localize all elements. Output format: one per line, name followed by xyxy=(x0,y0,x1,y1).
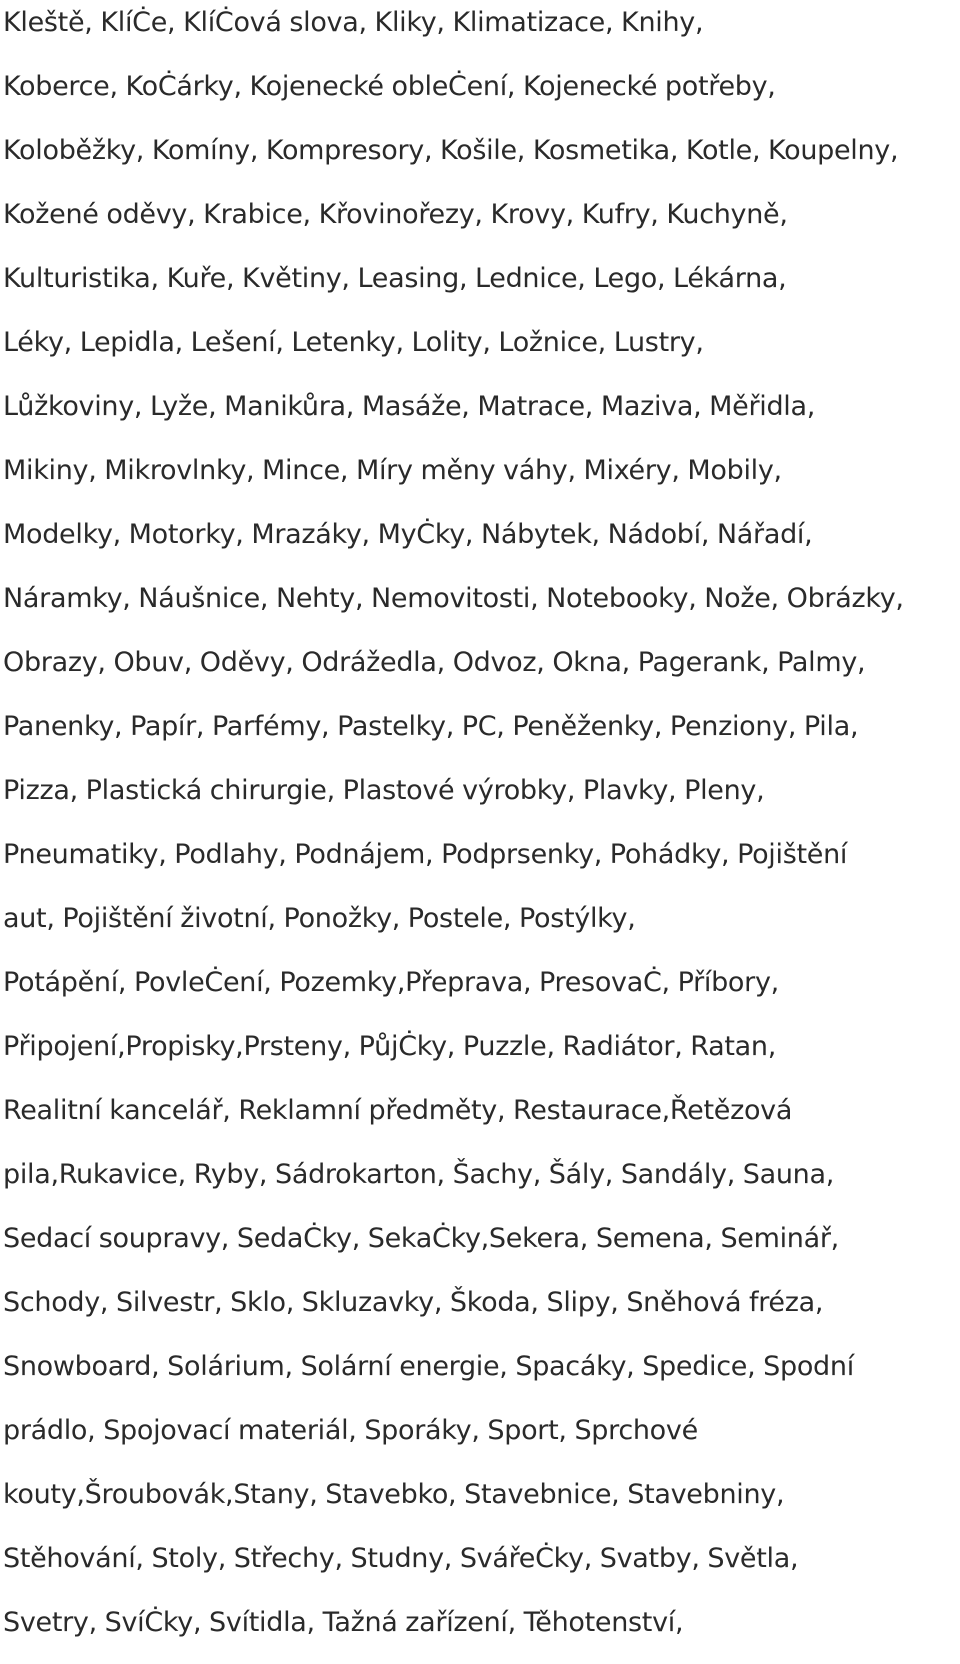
text-line: Potápění, PovleĊení, Pozemky,Přeprava, PresovaĊ, Příbory, xyxy=(3,967,779,998)
text-line: Snowboard, Solárium, Solární energie, Spacáky, Spedice, Spodní xyxy=(3,1351,854,1382)
text-line: Obrazy, Obuv, Oděvy, Odrážedla, Odvoz, Okna, Pagerank, Palmy, xyxy=(3,647,866,678)
text-line: Mikiny, Mikrovlnky, Mince, Míry měny váhy, Mixéry, Mobily, xyxy=(3,455,782,486)
text-line: aut, Pojištění životní, Ponožky, Postele, Postýlky, xyxy=(3,903,636,934)
text-line: Sedací soupravy, SedaĊky, SekaĊky,Sekera, Semena, Seminář, xyxy=(3,1223,839,1254)
text-line: Připojení,Propisky,Prsteny, PůjĊky, Puzzle, Radiátor, Ratan, xyxy=(3,1031,777,1062)
text-line: Lůžkoviny, Lyže, Manikůra, Masáže, Matrace, Maziva, Měřidla, xyxy=(3,391,816,422)
text-line: Náramky, Náušnice, Nehty, Nemovitosti, Notebooky, Nože, Obrázky, xyxy=(3,583,904,614)
text-line: Kožené oděvy, Krabice, Křovinořezy, Krovy, Kufry, Kuchyně, xyxy=(3,199,788,230)
text-line: Realitní kancelář, Reklamní předměty, Restaurace,Řetězová xyxy=(3,1095,793,1126)
text-line: prádlo, Spojovací materiál, Sporáky, Sport, Sprchové xyxy=(3,1415,698,1446)
text-line: Koloběžky, Komíny, Kompresory, Košile, Kosmetika, Kotle, Koupelny, xyxy=(3,135,899,166)
text-line: Kulturistika, Kuře, Květiny, Leasing, Lednice, Lego, Lékárna, xyxy=(3,263,787,294)
text-line: pila,Rukavice, Ryby, Sádrokarton, Šachy, Šály, Sandály, Sauna, xyxy=(3,1159,834,1190)
text-line: Koberce, KoĊárky, Kojenecké obleĊení, Kojenecké potřeby, xyxy=(3,71,776,102)
text-line: kouty,Šroubovák,Stany, Stavebko, Stavebnice, Stavebniny, xyxy=(3,1479,785,1510)
text-line: Schody, Silvestr, Sklo, Skluzavky, Škoda, Slipy, Sněhová fréza, xyxy=(3,1287,824,1318)
text-line: Modelky, Motorky, Mrazáky, MyĊky, Nábytek, Nádobí, Nářadí, xyxy=(3,519,813,550)
text-line: Pizza, Plastická chirurgie, Plastové výrobky, Plavky, Pleny, xyxy=(3,775,765,806)
text-line: Kleště, KlíĊe, KlíĊová slova, Kliky, Klimatizace, Knihy, xyxy=(3,7,704,38)
text-line: Léky, Lepidla, Lešení, Letenky, Lolity, Ložnice, Lustry, xyxy=(3,327,704,358)
text-line: Panenky, Papír, Parfémy, Pastelky, PC, Peněženky, Penziony, Pila, xyxy=(3,711,859,742)
text-line: Pneumatiky, Podlahy, Podnájem, Podprsenky, Pohádky, Pojištění xyxy=(3,839,848,870)
text-line: Svetry, SvíĊky, Svítidla, Tažná zařízení, Těhotenství, xyxy=(3,1607,684,1638)
document-body xyxy=(3,0,958,1664)
text-line: Stěhování, Stoly, Střechy, Studny, SvářeĊky, Svatby, Světla, xyxy=(3,1543,799,1574)
